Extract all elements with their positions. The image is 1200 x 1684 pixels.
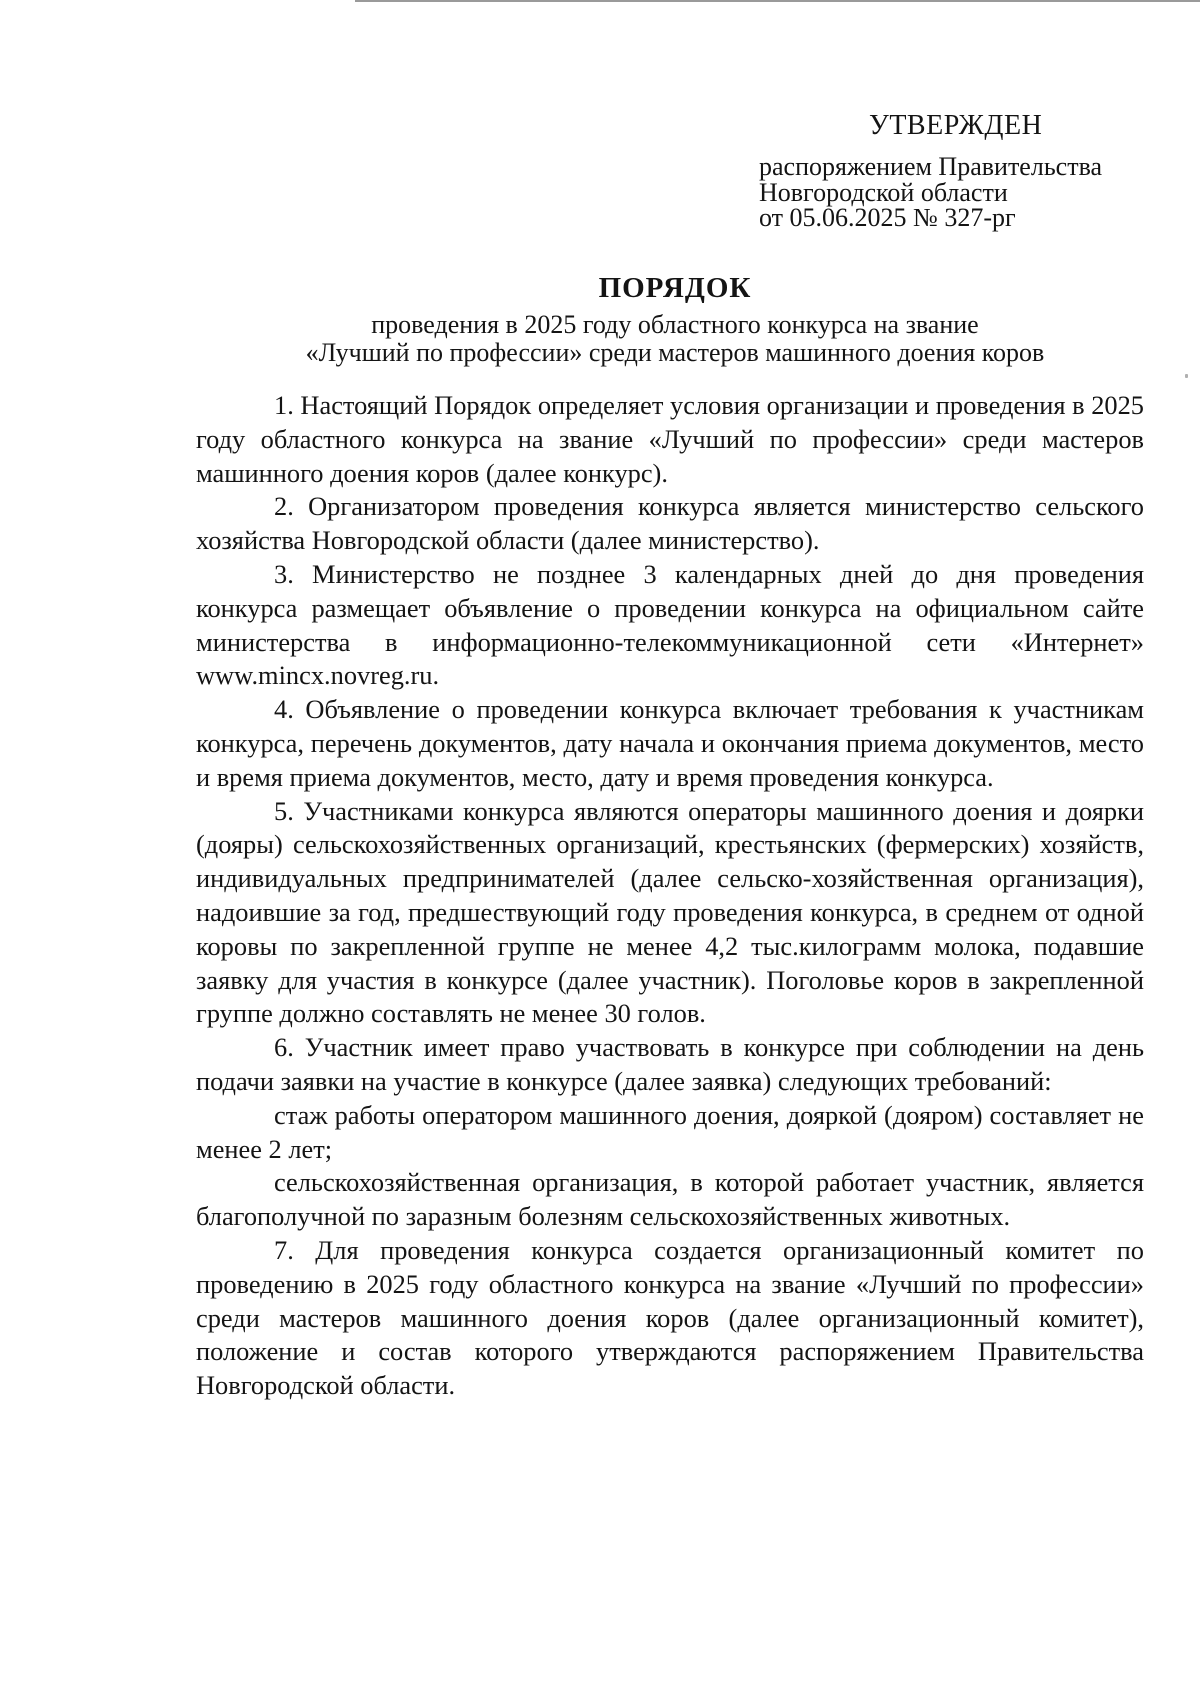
document-body <box>196 389 1144 1403</box>
paragraph-5: 5. Участниками конкурса являются операторы машинного доения и доярки (дояры) сельскохозяйственных организаций, крестьянских (фермерских) хозяйств, индивидуальных предпринимателей (далее сельско-хозяйственная организация), надоившие за год, предшествующий году проведения конкурса, в среднем от одной коровы по закрепленной группе не менее 4,2 тыс.килограмм молока, подавшие заявку для участия в конкурсе (далее участник). Поголовье коров в закрепленной группе должно составлять не менее 30 голов. <box>196 795 1144 1029</box>
scan-speck <box>1185 374 1188 378</box>
scan-edge-line <box>355 0 1200 2</box>
paragraph-4: 4. Объявление о проведении конкурса включает требования к участникам конкурса, перечень документов, дату начала и окончания приема документов, место и время приема документов, место, дату и время проведения конкурса. <box>196 694 1144 792</box>
paragraph-3: 3. Министерство не позднее 3 календарных дней до дня проведения конкурса размещает объявление о проведении конкурса на официальном сайте министерства в информационно-телекоммуникационной сети «Интернет» www.mincx.novreg.ru. <box>196 558 1144 691</box>
document-title: ПОРЯДОК <box>598 272 752 304</box>
document-subtitle: «Лучший по профессии» среди мастеров машинного доения коров <box>305 338 1045 367</box>
approval-line: от 05.06.2025 № 327-рг <box>759 203 1016 232</box>
paragraph-6-requirement-2: сельскохозяйственная организация, в которой работает участник, является благополучной по заразным болезням сельскохозяйственных животных. <box>196 1167 1144 1232</box>
approval-stamp-title: УТВЕРЖДЕН <box>869 110 1043 141</box>
approval-line: распоряжением Правительства <box>759 152 1103 181</box>
paragraph-7: 7. Для проведения конкурса создается организационный комитет по проведению в 2025 году областного конкурса на звание «Лучший по профессии» среди мастеров машинного доения коров (далее организационный комитет), положение и состав которого утверждаются распоряжением Правительства Новгородской области. <box>196 1234 1144 1401</box>
paragraph-6-requirement-1: стаж работы оператором машинного доения, дояркой (дояром) составляет не менее 2 лет; <box>196 1099 1144 1164</box>
paragraph-6: 6. Участник имеет право участвовать в конкурсе при соблюдении на день подачи заявки на участие в конкурсе (далее заявка) следующих требований: <box>196 1032 1144 1096</box>
document-subtitle: проведения в 2025 году областного конкурса на звание <box>371 310 979 339</box>
paragraph-1: 1. Настоящий Порядок определяет условия организации и проведения в 2025 году областного конкурса на звание «Лучший по профессии» среди мастеров машинного доения коров (далее конкурс). <box>196 390 1144 488</box>
approval-line: Новгородской области <box>759 178 1008 207</box>
paragraph-2: 2. Организатором проведения конкурса является министерство сельского хозяйства Новгородской области (далее министерство). <box>196 491 1144 556</box>
